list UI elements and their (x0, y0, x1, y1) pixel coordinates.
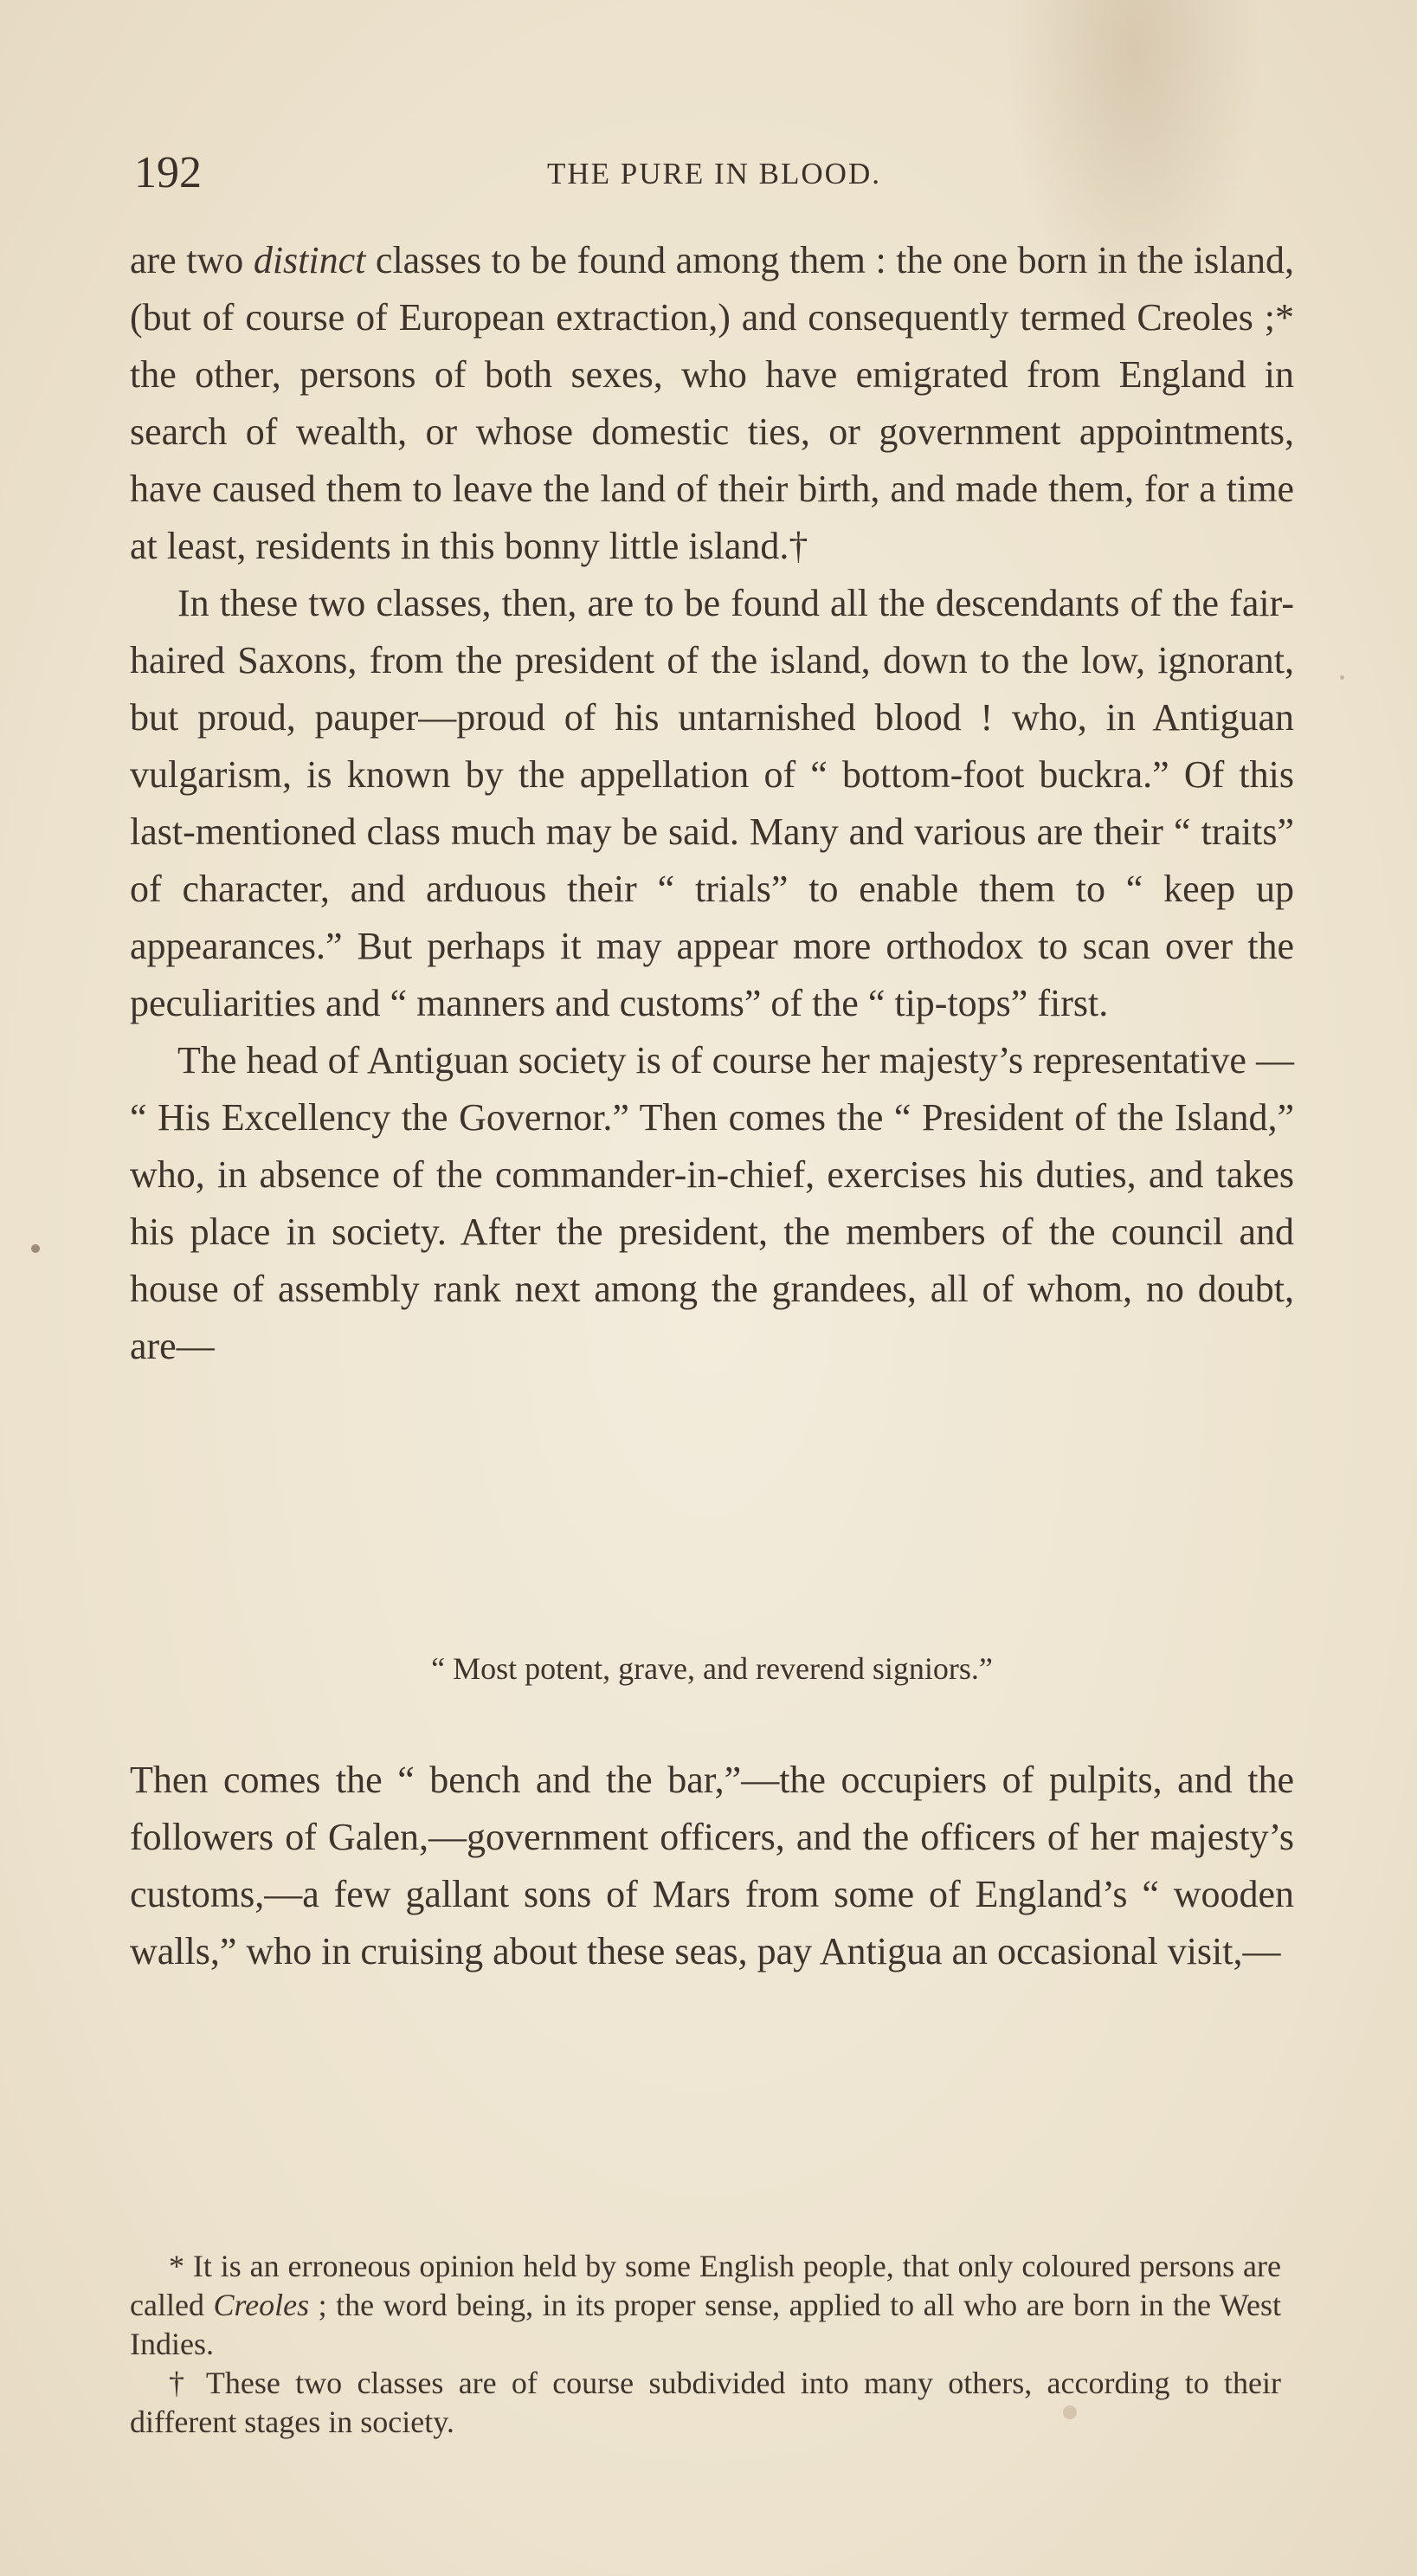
main-text (130, 232, 1294, 1375)
block-quote: “ Most potent, grave, and reverend signiors.” (431, 1651, 993, 1686)
paragraph-1: are two distinct classes to be found among them : the one born in the island, (but of course of European extraction,) and consequently termed Creoles ;* the other, persons of both sexes, who have emigrated from England in search of wealth, or whose domestic ties, or government appointments, have caused them to leave the land of their birth, and made them, for a time at least, residents in this bonny little island.† (130, 239, 1295, 567)
paragraph-3: The head of Antiguan society is of course her majesty’s representative — “ His Excellency the Governor.” Then comes the “ President of the Island,” who, in absence of the commander-in-chief, exercises his duties, and takes his place in society. After the president, the members of the council and house of assembly rank next among the grandees, all of whom, no doubt, are— (130, 1039, 1294, 1367)
paragraph-4: Then comes the “ bench and the bar,”—the occupiers of pulpits, and the followers of Galen,—government officers, and the officers of her majesty’s customs,—a few gallant sons of Mars from some of England’s “ wooden walls,” who in cruising about these seas, pay Antigua an occasional visit,— (130, 1759, 1294, 1972)
ink-speck (1340, 675, 1344, 680)
continuation-text (130, 1752, 1294, 1980)
paragraph-2: In these two classes, then, are to be found all the descendants of the fair-haired Saxons, from the president of the island, down to the low, ignorant, but proud, pauper—proud of his untarnished blood ! who, in Antiguan vulgarism, is known by the appellation of “ bottom-foot buckra.” Of this last-mentioned class much may be said. Many and various are their “ traits” of character, and arduous their “ trials” to enable them to “ keep up appearances.” But perhaps it may appear more orthodox to scan over the peculiarities and “ manners and customs” of the “ tip-tops” first. (130, 582, 1294, 1024)
footnote-1: * It is an erroneous opinion held by some English people, that only coloured persons are called Creoles ; the word being, in its proper sense, applied to all who are born in the West Indies. (130, 2249, 1281, 2361)
ink-speck (1063, 2405, 1077, 2419)
footnotes (130, 2247, 1281, 2442)
footnote-2: † These two classes are of course subdivided into many others, according to their different stages in society. (130, 2366, 1281, 2439)
page-number: 192 (134, 148, 202, 197)
running-title: THE PURE IN BLOOD. (547, 157, 881, 190)
emphasis-creoles: Creoles (213, 2288, 310, 2322)
emphasis-distinct: distinct (253, 239, 366, 281)
ink-speck (31, 1244, 40, 1253)
page-header (134, 147, 1294, 199)
